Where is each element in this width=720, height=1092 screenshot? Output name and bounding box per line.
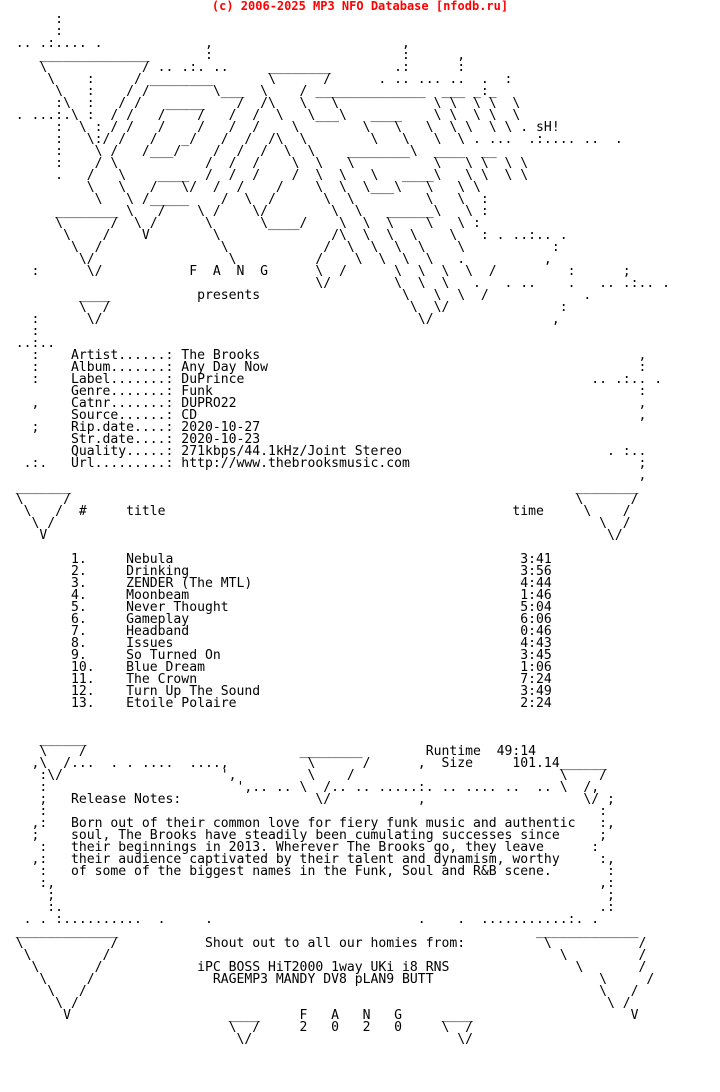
nfo-line: V ____ F A N G ____ V (0, 1008, 639, 1023)
nfo-line: : Label.......: DuPrince .. .:.. . (0, 372, 663, 387)
nfo-line: : their beginnings in 2013. Wherever The Brooks go, they leave : (0, 840, 600, 855)
nfo-line: :. .: (0, 900, 615, 915)
nfo-line: 13. Etoile Polaire 2:24 (0, 696, 552, 711)
nfo-line: \ / # title time \ / (0, 504, 631, 519)
nfo-line: \ / \ / (0, 492, 639, 507)
nfo-line: 9. So Turned On 3:45 (0, 648, 552, 663)
nfo-line: ____ presents \ \ \ / . (0, 288, 592, 303)
nfo-line: : \/ \/ , (0, 312, 560, 327)
nfo-line: : of some of the biggest names in the Funk, Soul and R&B scene. : (0, 864, 615, 879)
nfo-line: 7. Headband 0:46 (0, 624, 552, 639)
nfo-line: : \/ F A N G \ / \ \ \ \ / : ; (0, 264, 631, 279)
nfo-line: : (0, 324, 40, 339)
nfo-line: ; soul, The Brooks have steadily been cumulating successes since ; (0, 828, 607, 843)
nfo-line: \ / \ / (0, 996, 631, 1011)
nfo-line: , Catnr.......: DUPRO22 , (0, 396, 647, 411)
nfo-line: ________ \ / \ / \/ \ \ ______\ \ : (0, 204, 489, 219)
nfo-line: : (0, 14, 64, 27)
nfo-line: 3. ZENDER (The MTL) 4:44 (0, 576, 552, 591)
nfo-line: 8. Issues 4:43 (0, 636, 552, 651)
nfo-line: \ / \ / \ \____/ \ \ \ \ \ : (0, 216, 481, 231)
nfo-line: 11. The Crown 7:24 (0, 672, 552, 687)
nfo-line: 6. Gameplay 6:06 (0, 612, 552, 627)
nfo-line: \ / Shout out to all our homies from: \ / (0, 936, 647, 951)
nfo-line: Genre.......: Funk : (0, 384, 647, 399)
nfo-line: \ : / ________ \ / . .. ... .. . : (0, 72, 513, 87)
nfo-line: .. .:.... . , , (0, 36, 410, 51)
nfo-line: 5. Never Thought 5:04 (0, 600, 552, 615)
nfo-line: :, ,: (0, 876, 615, 891)
nfo-line: ; ; (0, 888, 615, 903)
nfo-line: \ / ________ Runtime 49:14 (0, 744, 537, 759)
nfo-line: ; Release Notes: \/ , \/ ; (0, 792, 615, 807)
nfo-line: : \:/ / / _/ / / /\ \ \ \ \ \ . ... .:.... .. . (0, 132, 623, 147)
nfo-line: . . :.......... . . . . ...........:. . (0, 912, 600, 927)
nfo-line: : \ / /___/ / / / \ \ ________\ ____ __ (0, 144, 497, 159)
nfo-line: V \/ (0, 528, 623, 543)
nfo-line: Source......: CD , (0, 408, 647, 423)
nfo-line: _____________ _____________ (0, 924, 639, 939)
nfo-line: \ / .. .:. .. ________ .: : (0, 60, 466, 75)
nfo-line: , (0, 468, 647, 483)
nfo-line: \ / \ / (0, 948, 647, 963)
nfo-line: \/ \ \ \ . . .. . .. .:.. . (0, 276, 671, 291)
nfo-line: : : (0, 804, 607, 819)
nfo-line: . / \ ____ / / / / \ \ \ ____\ \ \ \ \ (0, 168, 529, 183)
nfo-line: \ / \ / \ \ \ \ \ : (0, 240, 560, 255)
nfo-line: .:. Url.........: http://www.thebrooksmusic.com ; (0, 456, 647, 471)
nfo-line: 10. Blue Dream 1:06 (0, 660, 552, 675)
nfo-line: : \ : / / / / / / \ \ \ \ \ \ \ \ . sH! (0, 120, 560, 135)
nfo-ascii-document (0, 14, 720, 1046)
nfo-line: \ / \ \/ : (0, 300, 568, 315)
nfo-line: : (0, 24, 64, 39)
nfo-line: \ \ / \/ / / / \ \ \___\ \ \ \ (0, 180, 481, 195)
nfo-line: ..:.. (0, 336, 56, 351)
nfo-line: ______ (0, 732, 87, 747)
nfo-line: . ...:.\ : / / / / / / \ \___\ ____ \ \ \ \ \ (0, 108, 521, 123)
nfo-line: ______________ : : , (0, 48, 466, 63)
nfo-line: \ : / / \___ \ / ______________ ___ _:_ (0, 84, 497, 99)
nfo-line: \/ \/ (0, 1032, 473, 1046)
nfo-line: Str.date....: 2020-10-23 (0, 432, 261, 447)
nfo-line: ,: their audience captivated by their talent and dynamism, worthy :, (0, 852, 615, 867)
nfodb-credit-banner: (c) 2006-2025 MP3 NFO Database [nfodb.ru] (211, 0, 509, 13)
nfo-line: ,\ /... . . .... ...., \ / , Size 101.14______ (0, 756, 607, 771)
nfo-line: 4. Moonbeam 1:46 (0, 588, 552, 603)
nfo-line: ,: Born out of their common love for fiery funk music and authentic :, (0, 816, 615, 831)
nfo-line: :\ : / / _____ / /\ \ \ \ \ \ \ \ (0, 96, 521, 111)
nfo-line: : Artist......: The Brooks , (0, 348, 647, 363)
nfo-line: 12. Turn Up The Sound 3:49 (0, 684, 552, 699)
nfo-line: : / \ / / / \ \ \ \ \ \ \ \ (0, 156, 529, 171)
nfo-line: \/ \ / \ \ \ \ . , (0, 252, 552, 267)
nfo-line: \ / V \ /\ \ \ \ \ : . ..:.. . (0, 228, 568, 243)
nfo-line: : ',.. .. \ /.. .. .....:. .. .... .. .. \ /, (0, 780, 600, 795)
nfo-line: \ / \ / (0, 516, 631, 531)
nfo-line: 1. Nebula 3:41 (0, 552, 552, 567)
nfo-line: \ / 2 0 2 0 \ / (0, 1020, 473, 1035)
nfo-line: \ \ /_____ / \ / \ \ \ \ : (0, 192, 489, 207)
nfo-line: 2. Drinking 3:56 (0, 564, 552, 579)
nfo-line: :\/ ', \ / \ / (0, 768, 607, 783)
nfo-line: \ / RAGEMP3 MANDY DV8 pLAN9 BUTT \ / (0, 972, 655, 987)
nfo-line: Quality.....: 271kbps/44.1kHz/Joint Stereo . :.. (0, 444, 647, 459)
nfo-line: \ / \ / (0, 984, 639, 999)
nfo-line: _______ ________ (0, 480, 639, 495)
nfo-line: \ / iPC BOSS HiT2000 1way UKi i8 RNS \ / (0, 960, 647, 975)
nfo-line: : Album.......: Any Day Now : (0, 360, 647, 375)
nfo-line: ; Rip.date....: 2020-10-27 (0, 420, 261, 435)
